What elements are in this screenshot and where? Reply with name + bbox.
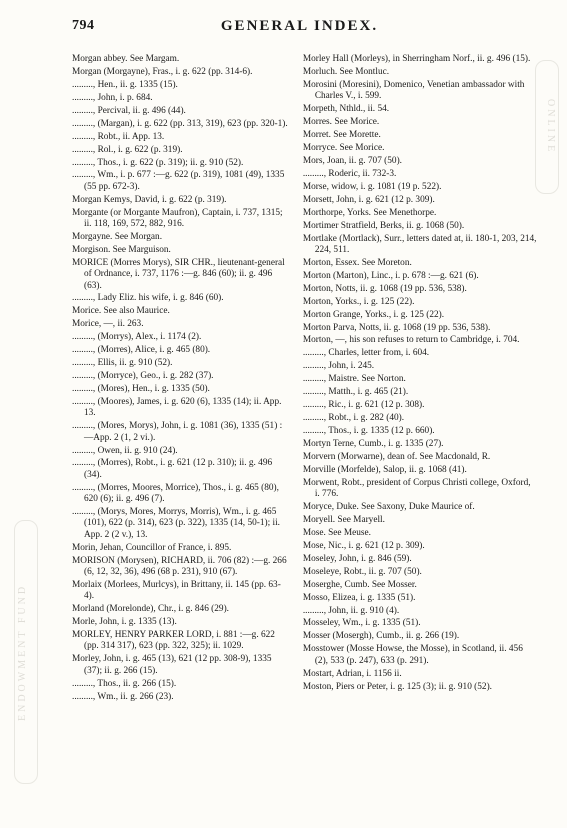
page-number: 794 — [72, 18, 95, 33]
index-entry: Morgan Kemys, David, i. g. 622 (p. 319). — [72, 194, 227, 205]
index-entry: Morgan abbey. See Margam. — [72, 54, 180, 64]
index-entry: ........., John, i. 245. — [302, 361, 375, 372]
index-entry: Morret. See Morette. — [302, 130, 381, 141]
index-entry: Mose, Nic., i. g. 621 (12 p. 309). — [302, 540, 425, 551]
index-entry: ........., (Morys, Mores, Morrys, Morris), Wm., i. g. 465 (101), 622 (p. 314), 623 (p. 322), 1335 (14, 50-1); ii. App. 2 (2 v.), 13. — [72, 507, 280, 540]
index-entry: Morton, Yorks., i. g. 125 (22). — [302, 296, 415, 307]
index-entry: Morsett, John, i. g. 621 (12 p. 309). — [302, 194, 435, 205]
index-entry: Morpeth, Nthld., ii. 54. — [302, 104, 390, 115]
index-entry: Morosini (Moresini), Domenico, Venetian ambassador with Charles V., i. 599. — [302, 79, 525, 102]
index-entry: ........., (Mores), Hen., i. g. 1335 (50). — [72, 384, 210, 394]
index-entry: ........., Thos., ii. g. 266 (15). — [72, 678, 177, 689]
index-entry: MORISON (Morysen), RICHARD, ii. 706 (82) :—g. 266 (6, 12, 32, 36), 496 (68 p. 231), 910 (67). — [72, 555, 287, 577]
index-entry: Morluch. See Montluc. — [302, 66, 390, 77]
online-stamp-watermark: ONLINE — [535, 60, 559, 194]
index-entry: Morice. See also Maurice. — [72, 306, 170, 317]
index-entry: ........., (Margan), i. g. 622 (pp. 313, 319), 623 (pp. 320-1). — [72, 118, 288, 129]
index-entry: ........., (Morryce), Geo., i. g. 282 (37). — [72, 371, 214, 382]
index-entry: Moryell. See Maryell. — [302, 514, 385, 525]
index-entry: ........., Rol., i. g. 622 (p. 319). — [72, 144, 183, 155]
index-entry: Mortyn Terne, Cumb., i. g. 1335 (27). — [302, 438, 444, 449]
index-entry: Mortimer Stratfield, Berks, ii. g. 1068 (50). — [302, 220, 465, 231]
index-entry: ........., Ellis, ii. g. 910 (52). — [72, 358, 173, 369]
index-entry: Mosser (Mosergh), Cumb., ii. g. 266 (19). — [302, 631, 460, 642]
index-columns — [72, 54, 537, 816]
index-entry: Morton, Essex. See Moreton. — [302, 257, 412, 268]
index-entry: Mortlake (Mortlack), Surr., letters dated at, ii. 180-1, 203, 214, 224, 511. — [302, 233, 537, 255]
index-entry: Moserghe, Cumb. See Mosser. — [302, 579, 417, 590]
index-entry: Morlaix (Morlees, Murlcys), in Brittany, ii. 145 (pp. 63-4). — [72, 579, 281, 602]
index-entry: Morton, Notts, ii. g. 1068 (19 pp. 536, 538). — [302, 283, 467, 294]
index-entry: ........., Thos., i. g. 1335 (12 p. 660). — [302, 426, 435, 436]
index-entry: Morland (Morelonde), Chr., i. g. 846 (29). — [72, 604, 229, 615]
index-entry: MORICE (Morres Morys), SIR CHR., lieutenant-general of Ordnance, i. 737, 1176 :—g. 846 (60); ii. g. 496 (63). — [72, 257, 285, 291]
index-entry: Moseleye, Robt., ii. g. 707 (50). — [302, 566, 422, 577]
index-entry: Morice, —, ii. 263. — [72, 319, 144, 330]
index-entry: ........., Owen, ii. g. 910 (24). — [72, 445, 178, 456]
index-entry: ........., Matth., i. g. 465 (21). — [302, 387, 409, 398]
index-entry: Morley Hall (Morleys), in Sherringham Norf., ii. g. 496 (15). — [302, 54, 531, 64]
index-entry: Moryce, Duke. See Saxony, Duke Maurice of. — [302, 502, 475, 513]
index-entry: ........., (Mores, Morys), John, i. g. 1081 (36), 1335 (51) :—App. 2 (1, 2 vi.). — [72, 421, 283, 443]
index-entry: Morton Grange, Yorks., i. g. 125 (22). — [302, 309, 445, 320]
index-entry: Mostart, Adrian, i. 1156 ii. — [302, 668, 402, 679]
index-entry: Moston, Piers or Peter, i. g. 125 (3); ii. g. 910 (52). — [302, 681, 492, 692]
index-entry: Mosstower (Mosse Howse, the Mosse), in Scotland, ii. 456 (2), 533 (p. 247), 633 (p. 291). — [302, 644, 523, 666]
index-entry: Morton Parva, Notts, ii. g. 1068 (19 pp. 536, 538). — [302, 322, 491, 333]
index-entry: ........., Maistre. See Norton. — [302, 374, 406, 385]
index-column-left — [72, 54, 289, 816]
index-entry: Morres. See Morice. — [302, 117, 380, 128]
page-header — [72, 14, 527, 40]
index-entry: ........., Charles, letter from, i. 604. — [302, 348, 430, 359]
index-entry: Morryce. See Morice. — [302, 142, 385, 153]
index-entry: Moseley, John, i. g. 846 (59). — [302, 553, 412, 564]
index-entry: Mose. See Meuse. — [302, 527, 371, 538]
index-entry: Morgison. See Marguison. — [72, 244, 171, 255]
index-entry: ........., Wm., i. p. 677 :—g. 622 (p. 319), 1081 (49), 1335 (55 pp. 672-3). — [72, 170, 285, 192]
index-entry: ........., (Morres, Moores, Morrice), Thos., i. g. 465 (80), 620 (6); ii. g. 496 (7). — [72, 482, 279, 505]
index-entry: Mors, Joan, ii. g. 707 (50). — [302, 155, 402, 166]
index-entry: ........., (Morrys), Alex., i. 1174 (2). — [72, 332, 202, 343]
index-entry: ........., Percival, ii. g. 496 (44). — [72, 105, 186, 116]
index-entry: Morse, widow, i. g. 1081 (19 p. 522). — [302, 181, 442, 192]
index-entry: ........., Ric., i. g. 621 (12 p. 308). — [302, 400, 425, 411]
index-entry: ........., (Morres), Robt., i. g. 621 (12 p. 310); ii. g. 496 (34). — [72, 458, 273, 480]
index-entry: ........., Robt., i. g. 282 (40). — [302, 413, 405, 424]
index-entry: ........., Thos., i. g. 622 (p. 319); ii. g. 910 (52). — [72, 157, 244, 168]
library-stamp-watermark: ENDOWMENT FUND — [14, 520, 38, 784]
index-entry: Morville (Morfelde), Salop, ii. g. 1068 (41). — [302, 464, 467, 475]
index-entry: ........., John, i. p. 684. — [72, 92, 153, 103]
index-entry: Morwent, Robt., president of Corpus Christi college, Oxford, i. 776. — [302, 477, 531, 500]
index-entry: Morgan (Morgayne), Fras., i. g. 622 (pp. 314-6). — [72, 66, 253, 77]
page-title: GENERAL INDEX. — [220, 18, 379, 34]
index-entry: ........., Lady Eliz. his wife, i. g. 846 (60). — [72, 293, 224, 304]
index-entry: Morvern (Morwarne), dean of. See Macdonald, R. — [302, 451, 491, 462]
index-entry: MORLEY, HENRY PARKER LORD, i. 881 :—g. 622 (pp. 314 317), 623 (pp. 322, 325); ii. 1029. — [72, 630, 275, 652]
index-entry: Morton, —, his son refuses to return to Cambridge, i. 704. — [302, 335, 520, 346]
index-entry: Morle, John, i. g. 1335 (13). — [72, 617, 177, 628]
index-entry: ........., Roderic, ii. 732-3. — [302, 168, 397, 179]
index-entry: ........., Wm., ii. g. 266 (23). — [72, 691, 174, 702]
index-entry: Mosseley, Wm., i. g. 1335 (51). — [302, 618, 421, 629]
index-column-right — [303, 54, 537, 816]
index-entry: Morthorpe, Yorks. See Menethorpe. — [302, 207, 437, 218]
index-entry: Morton (Marton), Linc., i. p. 678 :—g. 621 (6). — [302, 270, 479, 281]
index-entry: Morin, Jehan, Councillor of France, i. 895. — [72, 542, 232, 553]
index-entry: ........., John, ii. g. 910 (4). — [302, 605, 400, 616]
index-entry: Morley, John, i. g. 465 (13), 621 (12 pp. 308-9), 1335 (37); ii. g. 266 (15). — [72, 654, 272, 676]
index-entry: Morgayne. See Morgan. — [72, 231, 163, 242]
index-entry: ........., (Morres), Alice, i. g. 465 (80). — [72, 345, 211, 356]
index-entry: Morgante (or Morgante Maufron), Captain, i. 737, 1315; ii. 118, 169, 572, 882, 916. — [72, 207, 283, 229]
index-entry: ........., Robt., ii. App. 13. — [72, 131, 165, 142]
index-entry: ........., Hen., ii. g. 1335 (15). — [72, 79, 178, 90]
index-entry: ........., (Moores), James, i. g. 620 (6), 1335 (14); ii. App. 13. — [72, 396, 282, 419]
index-entry: Mosso, Elizea, i. g. 1335 (51). — [302, 592, 416, 603]
